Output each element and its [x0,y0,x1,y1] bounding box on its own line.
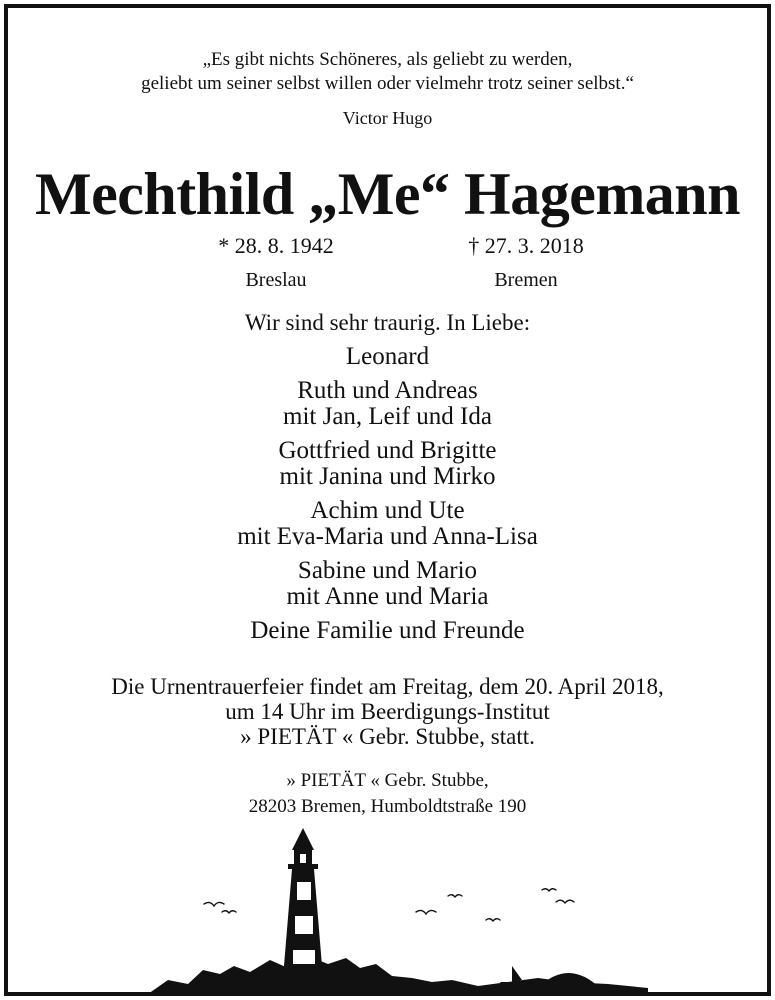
family-group [8,498,767,550]
family-line: Ruth und Andreas [297,377,478,404]
family-group [8,378,767,430]
ceremony-info [8,674,767,749]
death-info [416,232,636,294]
family-line: Sabine und Mario [297,557,478,584]
lighthouse-gallery [288,864,318,869]
family-group [8,618,767,644]
boat-sail [512,966,522,982]
family-line: Gottfried und Brigitte [278,437,497,464]
lighthouse-roof [292,828,314,850]
lighthouse-window [300,854,306,863]
family-line: Achim und Ute [310,497,465,524]
birth-date: * 28. 8. 1942 [218,233,334,258]
death-place: Bremen [494,269,558,291]
lighthouse-stripe [295,916,313,934]
address-line: 28203 Bremen, Humboldtstraße 190 [248,796,527,817]
bird-icon [204,902,224,906]
ceremony-line: » PIETÄT « Gebr. Stubbe, statt. [240,724,535,749]
address-line: » PIETÄT « Gebr. Stubbe, [286,770,489,791]
family-group [8,344,767,370]
bird-icon [486,919,500,921]
family-group [8,438,767,490]
birth-place: Breslau [245,269,307,291]
life-dates [8,232,767,292]
ceremony-line: Die Urnentrauerfeier findet am Freitag, dem 20. April 2018, [111,674,664,699]
bird-icon [542,889,556,891]
bird-icon [556,900,574,903]
family-line: Leonard [345,343,430,370]
birth-info [166,232,386,294]
family-line: mit Eva-Maria und Anna-Lisa [237,523,538,550]
ceremony-line: um 14 Uhr im Beerdigungs-Institut [225,699,550,724]
mourners-list [8,344,767,652]
bird-icon [448,895,462,897]
death-date: † 27. 3. 2018 [468,233,584,258]
quote [8,48,767,96]
lighthouse-stripe [293,950,315,964]
lighthouse-seascape-icon [8,798,775,1000]
bird-icon [416,910,436,914]
boat-hull [500,982,528,988]
deceased-name: Mechthild „Me“ Hagemann [34,161,741,227]
quote-author: Victor Hugo [342,108,433,128]
family-line: mit Janina und Mirko [279,463,496,490]
quote-line: geliebt um seiner selbst willen oder vielmehr trotz seiner selbst.“ [141,73,634,94]
obituary-notice [4,4,771,996]
family-line: mit Jan, Leif und Ida [283,403,492,430]
bird-icon [222,911,236,913]
family-group [8,558,767,610]
family-line: Deine Familie und Freunde [250,617,525,644]
quote-line: „Es gibt nichts Schöneres, als geliebt zu werden, [202,49,573,70]
mourners-intro: Wir sind sehr traurig. In Liebe: [244,310,531,335]
island [538,973,600,988]
family-line: mit Anne und Maria [286,583,489,610]
lighthouse-stripe [297,882,311,900]
